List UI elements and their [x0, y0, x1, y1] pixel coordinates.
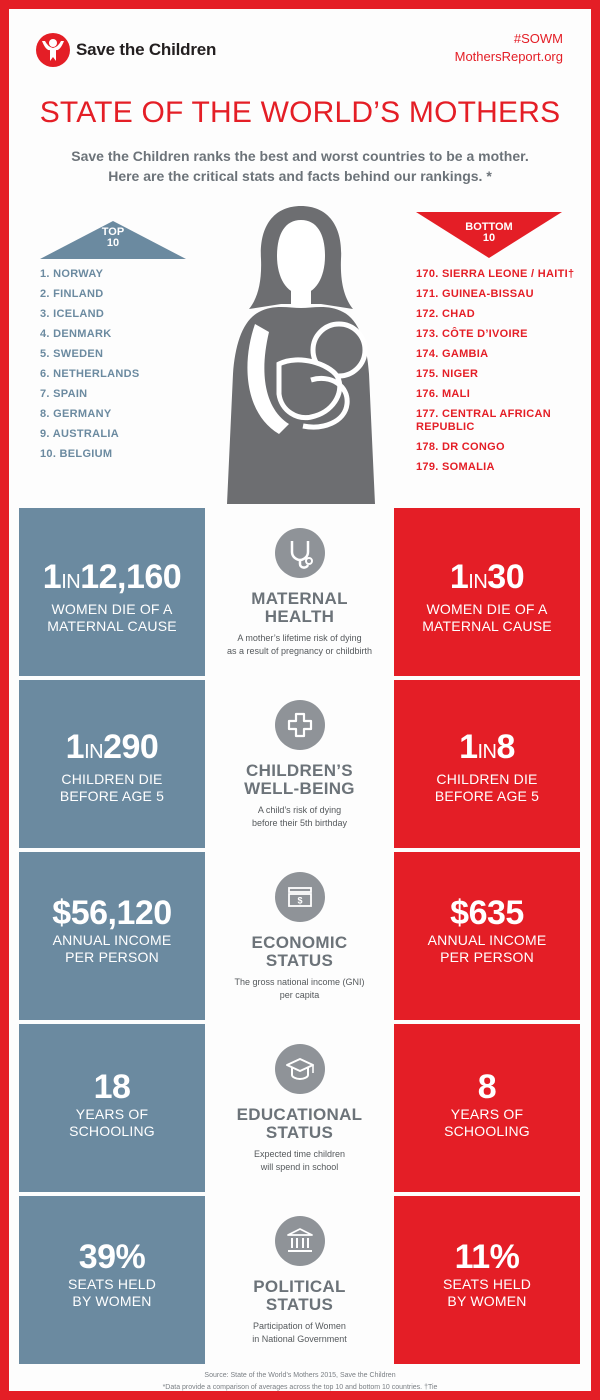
bottom-ten-stat: [394, 1024, 580, 1192]
bottom-country: 179. SOMALIA: [416, 461, 495, 473]
category-description: [215, 1320, 384, 1346]
educational-status-row: [19, 1024, 580, 1192]
category-description: [215, 1148, 384, 1174]
stat-desc: BY WOMEN: [72, 1293, 152, 1309]
bottom-country: 171. GUINEA-BISSAU: [416, 288, 534, 300]
category-title: [205, 934, 394, 970]
stat-desc: SEATS HELD: [442, 1276, 532, 1292]
category-title-line: CHILDREN’S: [246, 761, 353, 780]
category-educational-status: [205, 1024, 394, 1192]
category-title-line: HEALTH: [264, 607, 335, 626]
top-ten-stat: [19, 1024, 205, 1192]
category-desc-line: Participation of Women: [253, 1321, 346, 1331]
stat-desc: BEFORE AGE 5: [434, 788, 540, 804]
bottom-country: 174. GAMBIA: [416, 348, 489, 360]
stat-number: 8: [496, 728, 515, 766]
category-title-line: WELL-BEING: [244, 779, 355, 798]
top-label-line: TOP: [101, 226, 125, 238]
category-title: [205, 1106, 394, 1142]
category-desc-line: Expected time children: [253, 1149, 346, 1159]
top-country: 3. ICELAND: [40, 308, 105, 320]
medical-cross-icon: [275, 700, 325, 750]
header-tags: [455, 30, 563, 66]
top-country: 1. NORWAY: [40, 268, 104, 280]
top-country: 5. SWEDEN: [40, 348, 104, 360]
bottom-country: 173. CÔTE D’IVOIRE: [416, 328, 528, 340]
page-subtitle: [40, 146, 560, 186]
category-description: [215, 804, 384, 830]
bottom-country: 176. MALI: [416, 388, 471, 400]
stat-desc: CHILDREN DIE: [436, 771, 538, 787]
category-title-line: STATUS: [265, 1295, 334, 1314]
stat-in: IN: [477, 741, 497, 763]
category-desc-line: A child’s risk of dying: [257, 805, 342, 815]
bottom-country: 170. SIERRA LEONE / HAITI†: [416, 268, 575, 280]
top-country: 9. AUSTRALIA: [40, 428, 119, 440]
maternal-health-row: [19, 508, 580, 676]
top-ten-stat: [19, 852, 205, 1020]
bottom-country: 178. DR CONGO: [416, 441, 505, 453]
child-figure-icon: [36, 33, 70, 67]
stat-desc: MATERNAL CAUSE: [47, 618, 177, 634]
bottom-ten-stat: [394, 852, 580, 1020]
top-ten-stat: [19, 1196, 205, 1364]
stat-desc: PER PERSON: [440, 949, 534, 965]
bottom-country: 172. CHAD: [416, 308, 475, 320]
stat-desc: YEARS OF: [75, 1106, 149, 1122]
government-building-icon: [275, 1216, 325, 1266]
subtitle-line: Save the Children ranks the best and worst countries to be a mother.: [71, 148, 529, 164]
category-desc-line: A mother’s lifetime risk of dying: [237, 633, 362, 643]
category-desc-line: in National Government: [252, 1334, 347, 1344]
category-maternal-health: [205, 508, 394, 676]
category-desc-line: will spend in school: [260, 1162, 339, 1172]
stat-desc: WOMEN DIE OF A: [426, 601, 548, 617]
category-title-line: EDUCATIONAL: [236, 1105, 363, 1124]
top-ten-stat: [19, 508, 205, 676]
stat-desc: BY WOMEN: [447, 1293, 527, 1309]
bottom-label-line: BOTTOM: [465, 221, 513, 233]
stethoscope-icon: [275, 528, 325, 578]
category-title-line: ECONOMIC: [251, 933, 348, 952]
category-economic-status: [205, 852, 394, 1020]
bottom-ten-stat: [394, 680, 580, 848]
top-label-line: 10: [106, 237, 120, 249]
category-desc-line: as a result of pregnancy or childbirth: [226, 646, 373, 656]
top-country: 7. SPAIN: [40, 388, 88, 400]
stat-value: [394, 728, 580, 771]
top-ten-list: [40, 268, 140, 468]
bottom-country: 175. NIGER: [416, 368, 479, 380]
top-country: 4. DENMARK: [40, 328, 112, 340]
economic-status-row: [19, 852, 580, 1020]
stat-desc: PER PERSON: [65, 949, 159, 965]
category-description: [215, 976, 384, 1002]
mother-and-child-illustration: [219, 204, 383, 504]
category-title: [205, 1278, 394, 1314]
hashtag[interactable]: #SOWM: [513, 31, 563, 46]
stat-desc: CHILDREN DIE: [61, 771, 163, 787]
stat-number: 1: [459, 728, 478, 766]
stat-desc: ANNUAL INCOME: [52, 932, 172, 948]
top-ten-stat: [19, 680, 205, 848]
stat-desc: WOMEN DIE OF A: [51, 601, 173, 617]
category-title-line: STATUS: [265, 1123, 334, 1142]
stat-in: IN: [468, 571, 488, 593]
stat-value: 18: [93, 1068, 131, 1106]
top-country: 6. NETHERLANDS: [40, 368, 140, 380]
stat-value: 8: [477, 1068, 497, 1106]
stat-desc: SCHOOLING: [69, 1123, 155, 1139]
page-title: STATE OF THE WORLD’S MOTHERS: [39, 96, 561, 129]
top-ten-label: [83, 227, 143, 249]
top-country: 10. BELGIUM: [40, 448, 113, 460]
bottom-ten-stat: [394, 508, 580, 676]
stat-value: 11%: [454, 1238, 520, 1276]
stat-value: 39%: [78, 1238, 146, 1276]
top-country: 8. GERMANY: [40, 408, 112, 420]
stat-desc: ANNUAL INCOME: [427, 932, 547, 948]
category-desc-line: per capita: [279, 990, 320, 1000]
stat-number: 1: [42, 558, 62, 596]
bottom-ten-label: [459, 222, 519, 244]
stat-value: $56,120: [52, 894, 172, 932]
stat-value: [19, 558, 205, 601]
footer-source: Source: State of the World’s Mothers 2015, Save the Children: [204, 1372, 396, 1379]
stat-number: 12,160: [80, 558, 182, 596]
graduation-cap-icon: [275, 1044, 325, 1094]
bottom-country: 177. CENTRAL AFRICAN REPUBLIC: [416, 408, 551, 433]
site-link[interactable]: MothersReport.org: [454, 49, 563, 64]
stat-desc: BEFORE AGE 5: [59, 788, 165, 804]
stat-value: [19, 728, 205, 771]
category-desc-line: The gross national income (GNI): [234, 977, 365, 987]
stat-value: [394, 558, 580, 601]
category-political-status: [205, 1196, 394, 1364]
bottom-ten-list: [416, 268, 586, 481]
category-title-line: POLITICAL: [253, 1277, 346, 1296]
brand-name: Save the Children: [76, 40, 217, 59]
footer-notes: [0, 1370, 600, 1394]
political-status-row: [19, 1196, 580, 1364]
category-description: [215, 632, 384, 658]
save-the-children-logo[interactable]: [36, 33, 216, 67]
childrens-well-being-row: [19, 680, 580, 848]
category-title-line: MATERNAL: [251, 589, 348, 608]
stat-desc: SCHOOLING: [444, 1123, 530, 1139]
stat-value: $635: [450, 894, 524, 932]
footer-note: *Data provide a comparison of averages across the top 10 and bottom 10 countries. †Tie: [162, 1384, 438, 1391]
stat-number: 30: [487, 558, 525, 596]
category-title: [205, 762, 394, 798]
money-stack-icon: [275, 872, 325, 922]
stat-number: 1: [65, 728, 85, 766]
stat-in: IN: [84, 741, 104, 763]
category-childrens-well-being: [205, 680, 394, 848]
top-country: 2. FINLAND: [40, 288, 104, 300]
category-title-line: STATUS: [265, 951, 334, 970]
subtitle-line: Here are the critical stats and facts behind our rankings. *: [108, 168, 492, 184]
stat-in: IN: [61, 571, 81, 593]
stat-desc: MATERNAL CAUSE: [422, 618, 552, 634]
stat-number: 1: [449, 558, 469, 596]
category-desc-line: before their 5th birthday: [251, 818, 348, 828]
category-title: [205, 590, 394, 626]
bottom-label-line: 10: [482, 232, 496, 244]
stat-desc: YEARS OF: [450, 1106, 524, 1122]
svg-text:$: $: [297, 895, 303, 906]
stat-number: 290: [103, 728, 159, 766]
stat-desc: SEATS HELD: [67, 1276, 157, 1292]
bottom-ten-stat: [394, 1196, 580, 1364]
